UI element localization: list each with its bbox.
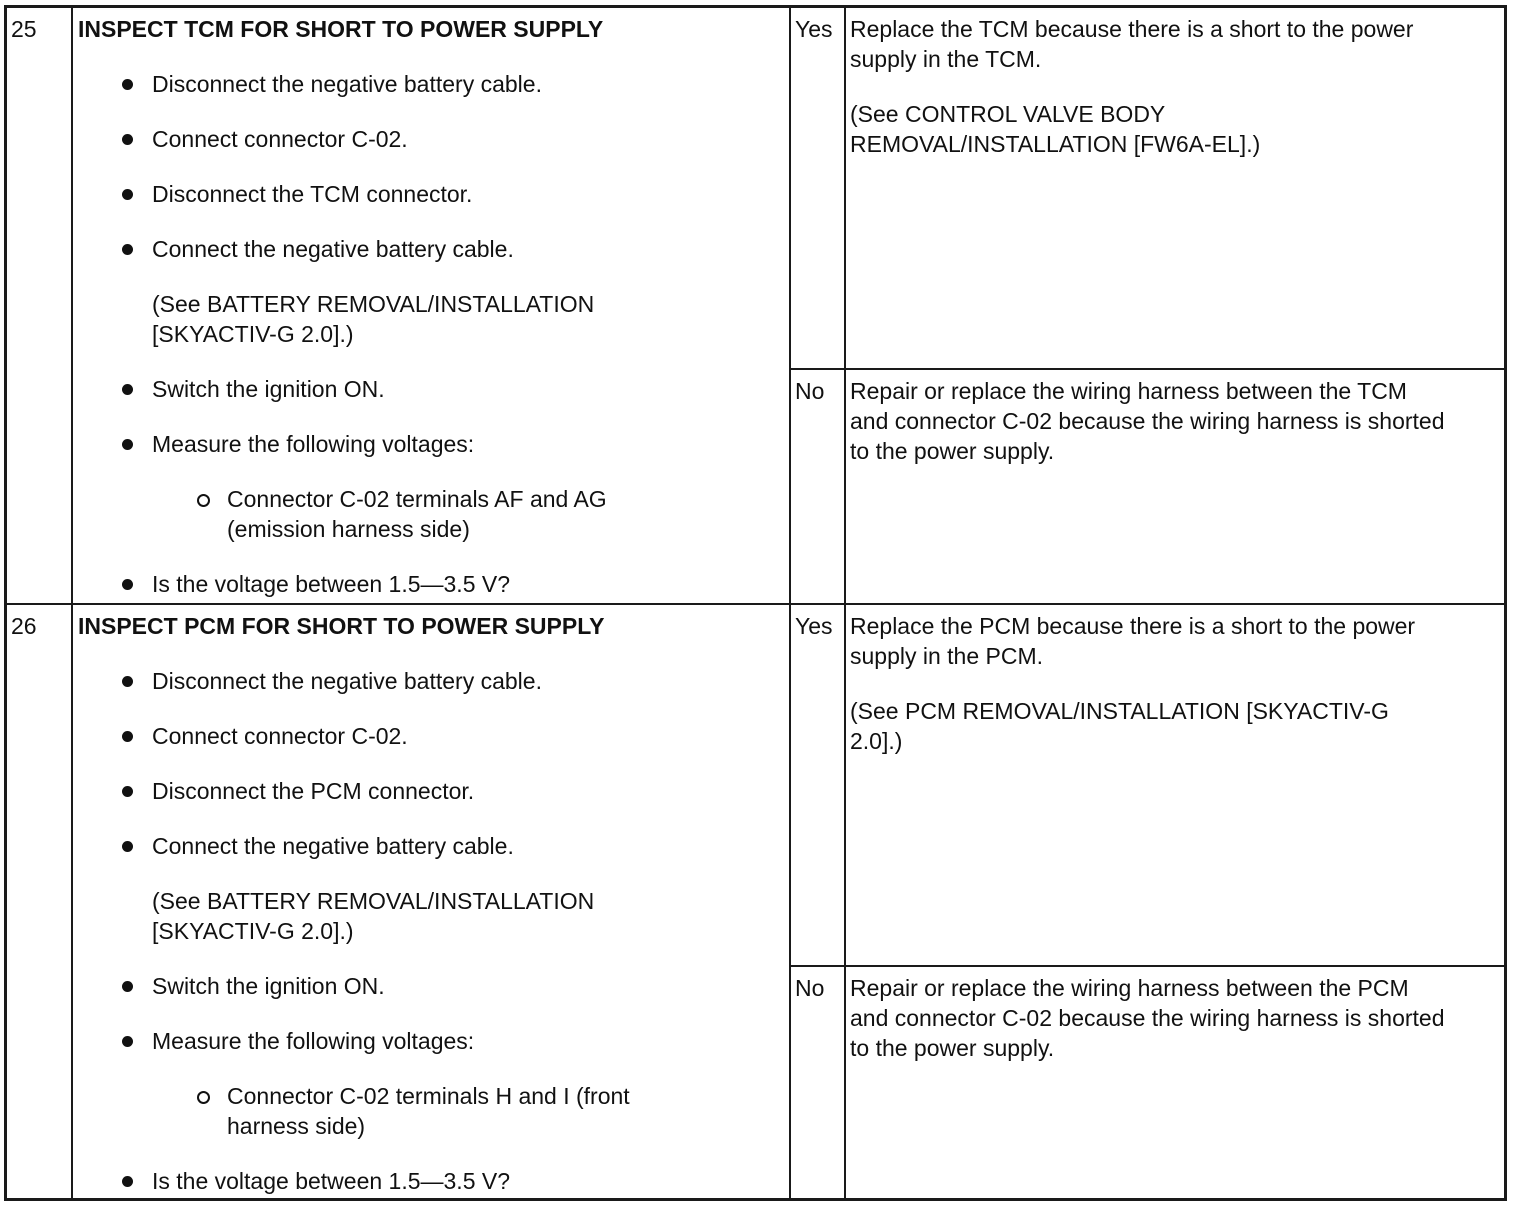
yes-result: Replace the TCM because there is a short to the power (850, 16, 1414, 42)
bullet-icon (122, 384, 133, 395)
no-result: and connector C-02 because the wiring harness is shorted (850, 408, 1445, 434)
action-item: Connect the negative battery cable. (152, 833, 514, 859)
sub-bullet-icon (197, 494, 210, 507)
diagnostic-table (4, 5, 1507, 1201)
bullet-icon (122, 1176, 133, 1187)
step-number: 25 (11, 16, 37, 42)
yes-reference: (See CONTROL VALVE BODY (850, 101, 1166, 127)
action-item: Measure the following voltages: (152, 431, 475, 457)
bullet-icon (122, 79, 133, 90)
action-item: Disconnect the negative battery cable. (152, 668, 542, 694)
no-result: to the power supply. (850, 438, 1055, 464)
yes-result: supply in the TCM. (850, 46, 1042, 72)
action-item: Switch the ignition ON. (152, 973, 385, 999)
bullet-icon (122, 579, 133, 590)
bullet-icon (122, 731, 133, 742)
action-item: Switch the ignition ON. (152, 376, 385, 402)
no-result: to the power supply. (850, 1035, 1055, 1061)
no-label: No (795, 378, 825, 404)
reference-note: (See BATTERY REMOVAL/INSTALLATION (152, 888, 595, 914)
yes-reference: 2.0].) (850, 728, 903, 754)
sub-bullet-icon (197, 1091, 210, 1104)
no-label: No (795, 975, 825, 1001)
action-item: Disconnect the PCM connector. (152, 778, 475, 804)
yes-result: Replace the PCM because there is a short to the power (850, 613, 1416, 639)
sub-item: Connector C-02 terminals AF and AG (227, 486, 607, 512)
no-result: Repair or replace the wiring harness between the PCM (850, 975, 1409, 1001)
action-item: Measure the following voltages: (152, 1028, 475, 1054)
action-item: Connect connector C-02. (152, 126, 408, 152)
bullet-icon (122, 981, 133, 992)
bullet-icon (122, 189, 133, 200)
sub-item: harness side) (227, 1113, 366, 1139)
reference-note: [SKYACTIV-G 2.0].) (152, 918, 354, 944)
action-item: Connect connector C-02. (152, 723, 408, 749)
action-item: Disconnect the negative battery cable. (152, 71, 542, 97)
bullet-icon (122, 841, 133, 852)
reference-note: (See BATTERY REMOVAL/INSTALLATION (152, 291, 595, 317)
step-title: INSPECT PCM FOR SHORT TO POWER SUPPLY (78, 613, 605, 639)
bullet-icon (122, 786, 133, 797)
sub-item: Connector C-02 terminals H and I (front (227, 1083, 630, 1109)
row-divider (7, 603, 1504, 605)
bullet-icon (122, 676, 133, 687)
yes-no-divider (789, 965, 1504, 967)
yes-reference: REMOVAL/INSTALLATION [FW6A-EL].) (850, 131, 1261, 157)
action-item: Disconnect the TCM connector. (152, 181, 473, 207)
sub-item: (emission harness side) (227, 516, 470, 542)
step-number: 26 (11, 613, 37, 639)
yes-label: Yes (795, 16, 833, 42)
step-title: INSPECT TCM FOR SHORT TO POWER SUPPLY (78, 16, 604, 42)
no-result: Repair or replace the wiring harness between the TCM (850, 378, 1407, 404)
yes-no-divider (789, 368, 1504, 370)
bullet-icon (122, 439, 133, 450)
bullet-icon (122, 134, 133, 145)
bullet-icon (122, 244, 133, 255)
no-result: and connector C-02 because the wiring harness is shorted (850, 1005, 1445, 1031)
yes-reference: (See PCM REMOVAL/INSTALLATION [SKYACTIV-G (850, 698, 1389, 724)
question: Is the voltage between 1.5—3.5 V? (152, 1168, 511, 1194)
question: Is the voltage between 1.5—3.5 V? (152, 571, 511, 597)
yes-label: Yes (795, 613, 833, 639)
yes-result: supply in the PCM. (850, 643, 1044, 669)
action-item: Connect the negative battery cable. (152, 236, 514, 262)
bullet-icon (122, 1036, 133, 1047)
reference-note: [SKYACTIV-G 2.0].) (152, 321, 354, 347)
